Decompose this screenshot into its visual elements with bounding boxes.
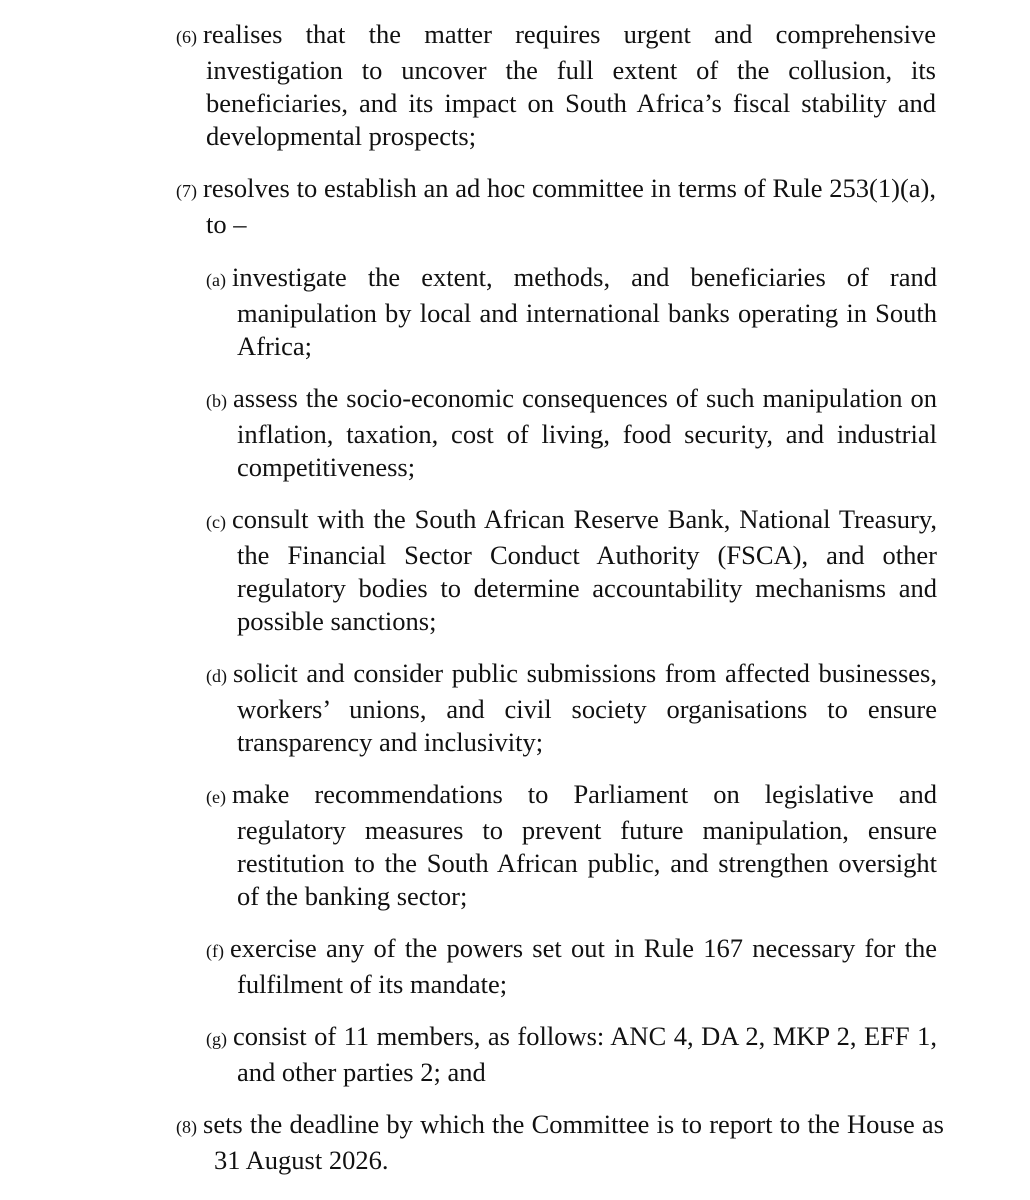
paragraph-number: (8)	[176, 1117, 197, 1137]
paragraph-6	[176, 18, 936, 153]
sub-item-text: solicit and consider public submissions from affected businesses, workers’ unions, and civil society organisations to ensure transparency and inclusivity;	[233, 658, 937, 757]
paragraph-number: (7)	[176, 181, 197, 201]
paragraph-text: realises that the matter requires urgent and comprehensive investigation to uncover the full extent of the collusion, its beneficiaries, and its impact on South Africa’s fiscal stability and developmental prospects;	[203, 19, 936, 151]
sub-item-d	[206, 657, 937, 759]
sub-item-text: make recommendations to Parliament on legislative and regulatory measures to prevent future manipulation, ensure restitution to the South African public, and strengthen oversight of the banking sector;	[231, 779, 937, 911]
paragraph-text: sets the deadline by which the Committee is to report to the House as 31 August 2026.	[203, 1109, 944, 1175]
sub-item-text: consult with the South African Reserve Bank, National Treasury, the Financial Sector Conduct Authority (FSCA), and other regulatory bodies to determine accountability mechanisms and possible sanctions;	[231, 504, 937, 636]
paragraph-text: resolves to establish an ad hoc committee in terms of Rule 253(1)(a), to –	[203, 173, 936, 239]
sub-item-c	[206, 503, 937, 638]
sub-item-label: (b)	[206, 391, 227, 411]
sub-item-g	[206, 1020, 937, 1089]
sub-item-label: (c)	[206, 512, 226, 532]
paragraph-number: (6)	[176, 27, 197, 47]
sub-item-text: consist of 11 members, as follows: ANC 4, DA 2, MKP 2, EFF 1, and other parties 2; and	[233, 1021, 937, 1087]
sub-item-label: (a)	[206, 270, 226, 290]
sub-item-label: (f)	[206, 941, 224, 961]
paragraph-7	[176, 172, 936, 241]
sub-item-e	[206, 778, 937, 913]
paragraph-8	[176, 1108, 944, 1177]
sub-item-text: assess the socio-economic consequences of such manipulation on inflation, taxation, cost of living, food security, and industrial competitiveness;	[233, 383, 937, 482]
sub-item-a	[206, 261, 937, 363]
sub-item-f	[206, 932, 937, 1001]
sub-item-text: exercise any of the powers set out in Rule 167 necessary for the fulfilment of its mandate;	[229, 933, 937, 999]
sub-item-text: investigate the extent, methods, and beneficiaries of rand manipulation by local and international banks operating in South Africa;	[231, 262, 937, 361]
sub-item-b	[206, 382, 937, 484]
sub-item-label: (e)	[206, 787, 226, 807]
sub-item-label: (g)	[206, 1029, 227, 1049]
sub-item-label: (d)	[206, 666, 227, 686]
